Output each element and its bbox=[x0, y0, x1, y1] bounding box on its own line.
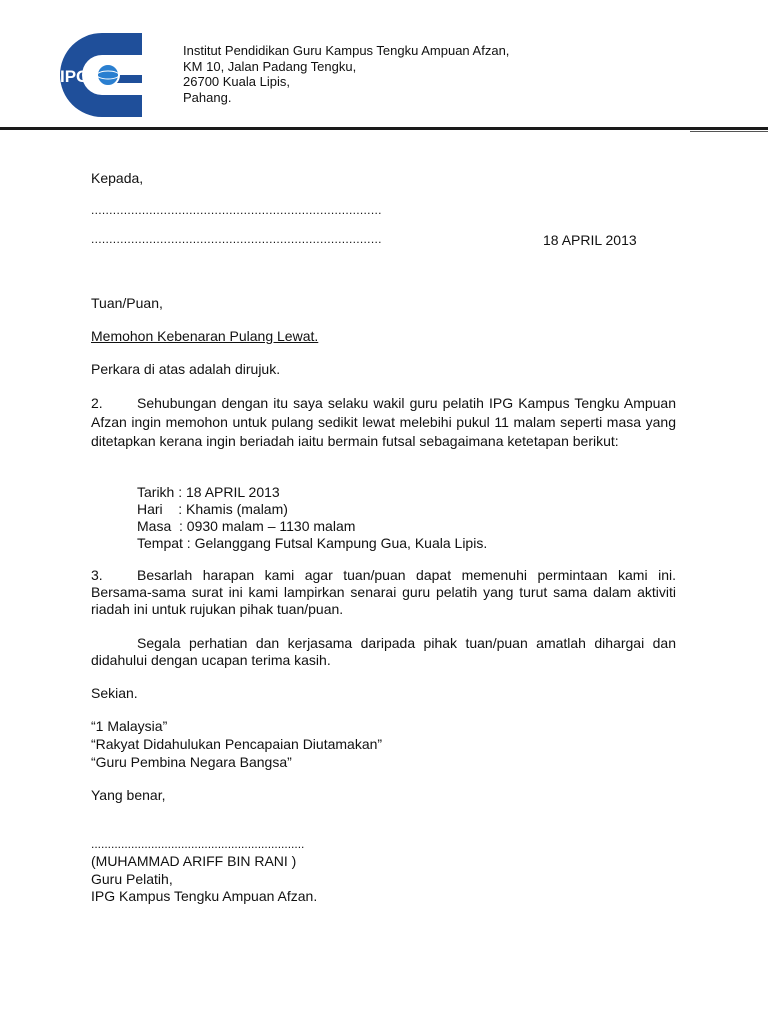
address-line: KM 10, Jalan Padang Tengku, bbox=[183, 58, 357, 74]
signatory-name: (MUHAMMAD ARIFF BIN RANI ) bbox=[91, 853, 297, 869]
ipg-logo bbox=[56, 31, 142, 119]
detail-day: Hari : Khamis (malam) bbox=[137, 501, 288, 517]
header-rule bbox=[0, 127, 768, 130]
signatory-position: Guru Pelatih, bbox=[91, 870, 173, 887]
detail-venue: Tempat : Gelanggang Futsal Kampung Gua, Kuala Lipis. bbox=[137, 535, 488, 551]
address-line: 26700 Kuala Lipis, bbox=[183, 74, 290, 89]
address-line: Institut Pendidikan Guru Kampus Tengku Ampuan Afzan, bbox=[183, 43, 510, 58]
detail-time: Masa : 0930 malam – 1130 malam bbox=[137, 518, 356, 534]
letter-date: 18 APRIL 2013 bbox=[543, 232, 637, 248]
paragraph-3-text: Besarlah harapan kami agar tuan/puan dapat memenuhi permintaan kami ini. Bersama-sama surat ini kami lampirkan senarai guru pelatih yang turut sama dalam aktiviti riadah ini untuk rujukan pihak tuan/puan. bbox=[91, 567, 676, 617]
slogan: “1 Malaysia” bbox=[91, 718, 168, 734]
paragraph-number: 3. bbox=[91, 567, 103, 583]
paragraph-4 bbox=[91, 635, 676, 669]
address-line: Pahang. bbox=[183, 89, 232, 105]
subject-text: Memohon Kebenaran Pulang Lewat. bbox=[91, 328, 319, 344]
logo-text: IPG bbox=[60, 67, 90, 86]
recipient-line-1: ................................................................................ bbox=[91, 203, 382, 217]
signatory-institution: IPG Kampus Tengku Ampuan Afzan. bbox=[91, 888, 318, 904]
recipient-line-2: ................................................................................ bbox=[91, 232, 382, 246]
salutation: Tuan/Puan, bbox=[91, 295, 163, 311]
signature-line: ................................................................ bbox=[91, 837, 305, 851]
slogan: “Guru Pembina Negara Bangsa” bbox=[91, 754, 292, 770]
header-rule-secondary bbox=[690, 131, 768, 132]
paragraph-2 bbox=[91, 394, 676, 451]
paragraph-2-text: Sehubungan dengan itu saya selaku wakil guru pelatih IPG Kampus Tengku Ampuan Afzan ingin memohon untuk pulang sedikit lewat melebihi pukul 11 malam seperti masa yang ditetapkan kerana ingin beriadah iaitu bermain futsal sebagaimana ketetapan berikut: bbox=[91, 395, 676, 449]
event-details bbox=[137, 484, 487, 552]
reference-line: Perkara di atas adalah dirujuk. bbox=[91, 361, 281, 377]
paragraph-4-text: Segala perhatian dan kerjasama daripada pihak tuan/puan amatlah dihargai dan didahului dengan ucapan terima kasih. bbox=[91, 635, 676, 668]
letterhead-address bbox=[183, 43, 509, 105]
subject bbox=[91, 328, 318, 345]
signature-block bbox=[91, 836, 317, 906]
sign-off: Yang benar, bbox=[91, 787, 166, 803]
recipient-label: Kepada, bbox=[91, 170, 144, 186]
closing: Sekian. bbox=[91, 685, 138, 701]
slogan: “Rakyat Didahulukan Pencapaian Diutamakan” bbox=[91, 736, 383, 752]
paragraph-number: 2. bbox=[91, 395, 103, 411]
paragraph-3 bbox=[91, 567, 676, 618]
detail-date: Tarikh : 18 APRIL 2013 bbox=[137, 484, 280, 500]
